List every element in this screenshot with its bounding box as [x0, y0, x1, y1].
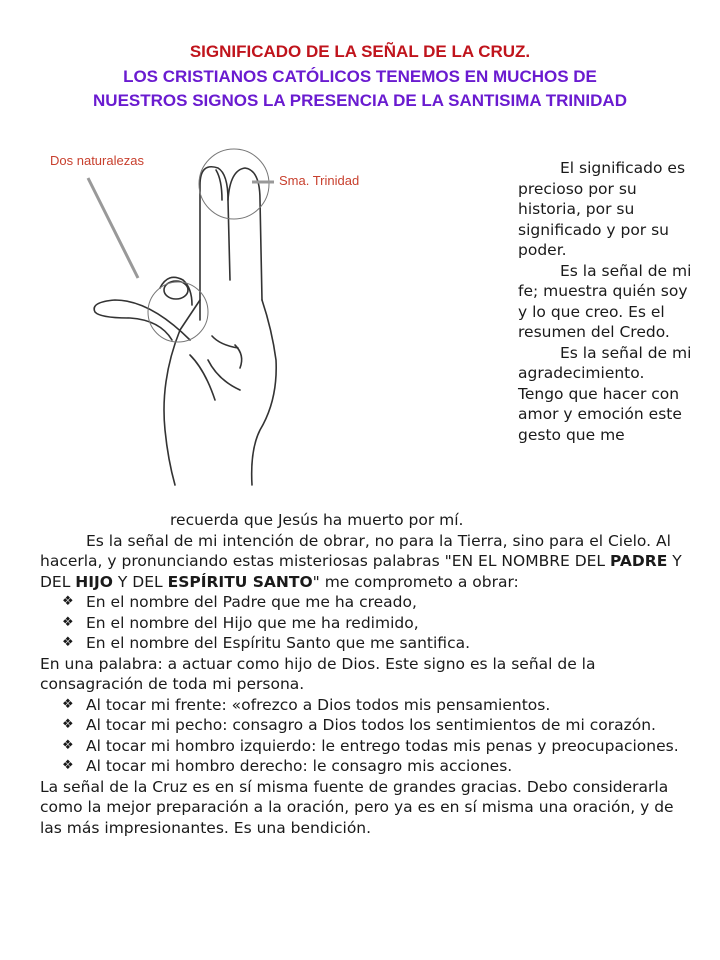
main-body: [40, 510, 700, 838]
list-item: [40, 613, 700, 634]
bullet-icon: ❖: [62, 717, 74, 732]
title-line-2: LOS CRISTIANOS CATÓLICOS TENEMOS EN MUCHOS DE: [123, 67, 597, 86]
hand-illustration: [40, 140, 480, 510]
connector-1: Y DEL: [40, 552, 682, 591]
continuation-line: recuerda que Jesús ha muerto por mí.: [170, 511, 464, 529]
bullet-icon: ❖: [62, 737, 74, 753]
word-hijo: HIJO: [75, 572, 113, 591]
bullet-icon: ❖: [62, 614, 74, 630]
paragraph-3: La señal de la Cruz es en sí misma fuente de grandes gracias. Debo considerarla como la mejor preparación a la oración, pero ya es en sí misma una oración, y de las más impresionantes. Es una bendición.: [40, 777, 674, 837]
right-paragraph: [518, 343, 693, 446]
right-paragraph: [518, 158, 693, 261]
bullet-icon: ❖: [62, 594, 74, 609]
right-paragraph: [518, 261, 693, 343]
paragraph-1-end: " me comprometo a obrar:: [312, 572, 519, 591]
right-paragraph-1-text: El significado es precioso por su historia, por su significado y por su poder.: [518, 159, 686, 259]
paragraph-1: [40, 531, 700, 593]
list-item: [40, 592, 700, 613]
list-item: [40, 736, 700, 757]
right-paragraph-3-text: Es la señal de mi agradecimiento. Tengo que hacer con amor y emoción este gesto que me: [518, 343, 692, 444]
title-line-3: NUESTROS SIGNOS LA PRESENCIA DE LA SANTISIMA TRINIDAD: [93, 91, 627, 110]
label-sma-trinidad: Sma. Trinidad: [279, 173, 360, 188]
list-item-text: Al tocar mi pecho: consagro a Dios todos los sentimientos de mi corazón.: [86, 716, 656, 734]
list-item-text: Al tocar mi hombro derecho: le consagro mis acciones.: [86, 757, 513, 775]
right-column-text: [518, 158, 693, 445]
bullet-icon: ❖: [62, 635, 74, 650]
list-item-text: En el nombre del Hijo que me ha redimido,: [86, 613, 419, 632]
list-item-text: En el nombre del Padre que me ha creado,: [86, 593, 417, 611]
word-espiritu-santo: ESPÍRITU SANTO: [167, 572, 313, 591]
bullet-icon: ❖: [62, 696, 74, 712]
bullet-icon: ❖: [62, 758, 74, 773]
paragraph-1-start: Es la señal de mi intención de obrar, no para la Tierra, sino para el Cielo. Al hacerla, y pronunciando estas misteriosas palabras "EN EL NOMBRE DEL: [40, 531, 671, 570]
connector-2: Y DEL: [112, 572, 168, 591]
list-item-text: En el nombre del Espíritu Santo que me santifica.: [86, 634, 471, 652]
list-item: [40, 715, 700, 736]
word-padre: PADRE: [610, 552, 668, 570]
paragraph-2: En una palabra: a actuar como hijo de Dios. Este signo es la señal de la consagración de toda mi persona.: [40, 654, 596, 693]
label-dos-naturalezas: Dos naturalezas: [50, 153, 144, 168]
list-item-text: Al tocar mi frente: «ofrezco a Dios todos mis pensamientos.: [86, 695, 551, 714]
list-item: [40, 633, 700, 654]
list-item: [40, 756, 700, 777]
list-item-text: Al tocar mi hombro izquierdo: le entrego todas mis penas y preocupaciones.: [86, 736, 679, 755]
list-item: [40, 695, 700, 716]
right-paragraph-2-text: Es la señal de mi fe; muestra quién soy y lo que creo. Es el resumen del Credo.: [518, 261, 692, 341]
hand-sign-of-cross-icon: [40, 140, 480, 510]
title-line-1: SIGNIFICADO DE LA SEÑAL DE LA CRUZ.: [189, 42, 531, 61]
